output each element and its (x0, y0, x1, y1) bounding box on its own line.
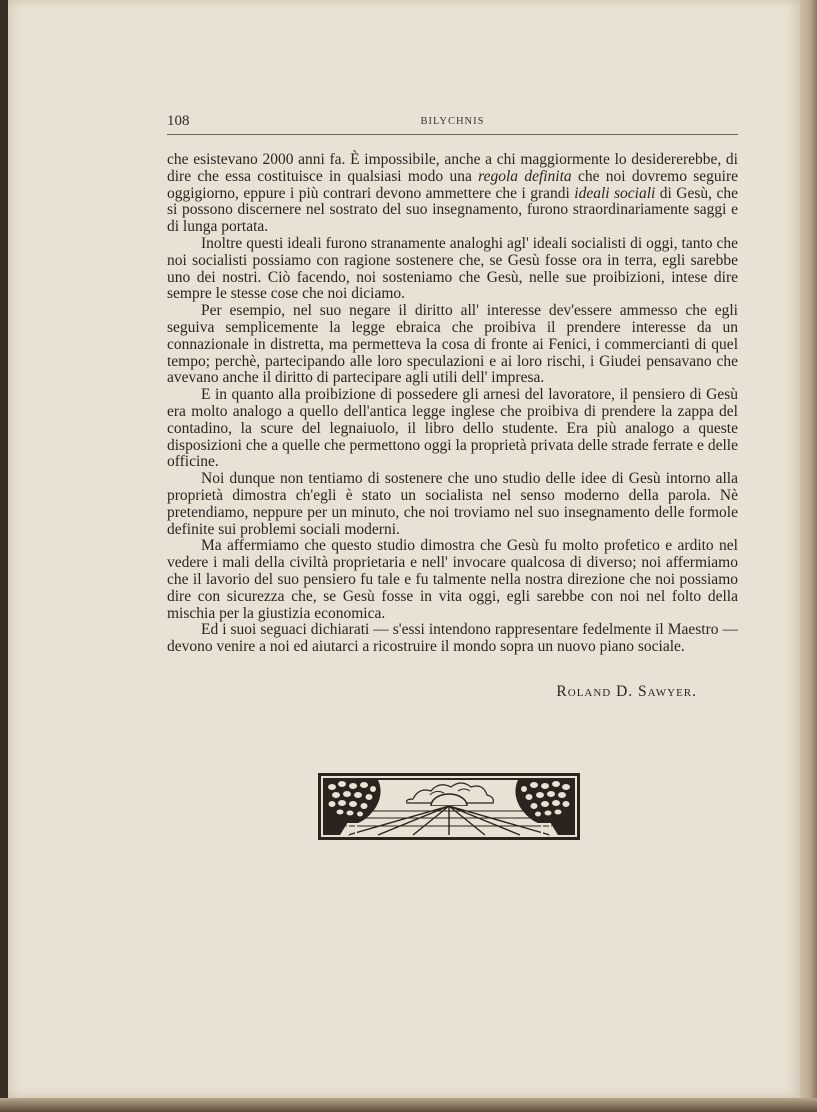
paragraph-5: Noi dunque non tentiamo di sostenere che uno studio delle idee di Gesù intorno alla proprietà dimostra ch'egli è stato un socialista nel senso moderno della parola. Nè pretendiamo, neppure per un minuto, che noi troviamo nel suo insegnamento delle formole definite sui problemi sociali moderni. (167, 470, 738, 538)
paragraph-6: Ma affermiamo che questo studio dimostra che Gesù fu molto profetico e ardito nel vedere i mali della civiltà proprietaria e nell' invocare qualcosa di diverso; noi affermiamo che il lavorio del suo pensiero fu tale e fu talmente nella nostra direzione che noi possiamo dire con sicurezza che, se Gesù fosse in vita oggi, egli sarebbe con noi nel folto della mischia per la giustizia economica. (167, 537, 738, 622)
paragraph-1 (167, 152, 738, 236)
author-signature: Roland D. Sawyer. (556, 683, 697, 700)
article-body (167, 152, 738, 656)
text-run: che noi dovremo seguire oggigiorno, eppure i più contrari devono ammettere che i grandi (167, 167, 739, 202)
emphasis-regola-definita: regola definita (478, 167, 572, 185)
paragraph-4: E in quanto alla proibizione di possedere gli arnesi del lavoratore, il pensiero di Gesù era molto analogo a quello dell'antica legge inglese che proibiva di prendere la zappa del contadino, la scure del legnaiuolo, il libro dello studente. Era più analogo a queste disposizioni che a quelle che permettono oggi la proprietà privata delle strade ferrate e delle officine. (167, 386, 738, 471)
woodcut-landscape-vignette-icon (318, 773, 580, 840)
running-title: BILYCHNIS (420, 116, 485, 127)
emphasis-ideali-sociali: ideali sociali (574, 184, 656, 202)
page-header (167, 110, 738, 135)
right-page-edge (800, 0, 817, 1112)
paragraph-7: Ed i suoi seguaci dichiarati — s'essi intendono rappresentare fedelmente il Maestro — devono venire a noi ed aiutarci a ricostruire il mondo sopra un nuovo piano sociale. (167, 621, 738, 656)
paragraph-2: Inoltre questi ideali furono stranamente analoghi agl' ideali socialisti di oggi, tanto che noi socialisti possiamo con ragione sostenere che, se Gesù fosse ora in terra, egli sarebbe uno dei nostri. Ciò facendo, noi sosteniamo che Gesù, nelle sue proibizioni, intese dire sempre le stesse cose che noi diciamo. (167, 234, 738, 303)
bottom-page-edge (0, 1098, 817, 1112)
paragraph-3: Per esempio, nel suo negare il diritto all' interesse dev'essere ammesso che egli seguiva semplicemente la legge ebraica che proibiva il prendere interesse da un connazionale in distretta, ma permetteva la cosa di fronte ai Fenici, i commercianti di quel tempo; perchè, partecipando alle loro speculazioni e ai loro rischi, i Giudei pensavano che avevano anche il diritto di partecipare agli utili dell' impresa. (167, 302, 738, 387)
page-number: 108 (167, 113, 190, 129)
text-run: di Gesù, che si possono discernere nel sostrato del suo insegnamento, furono straordinariamente saggi e di lunga portata. (167, 184, 738, 236)
text-run: che esistevano 2000 anni fa. È impossibile, anche a chi maggiormente lo desidererebbe, di dire che essa costituisce in qualsiasi modo una (167, 151, 738, 185)
